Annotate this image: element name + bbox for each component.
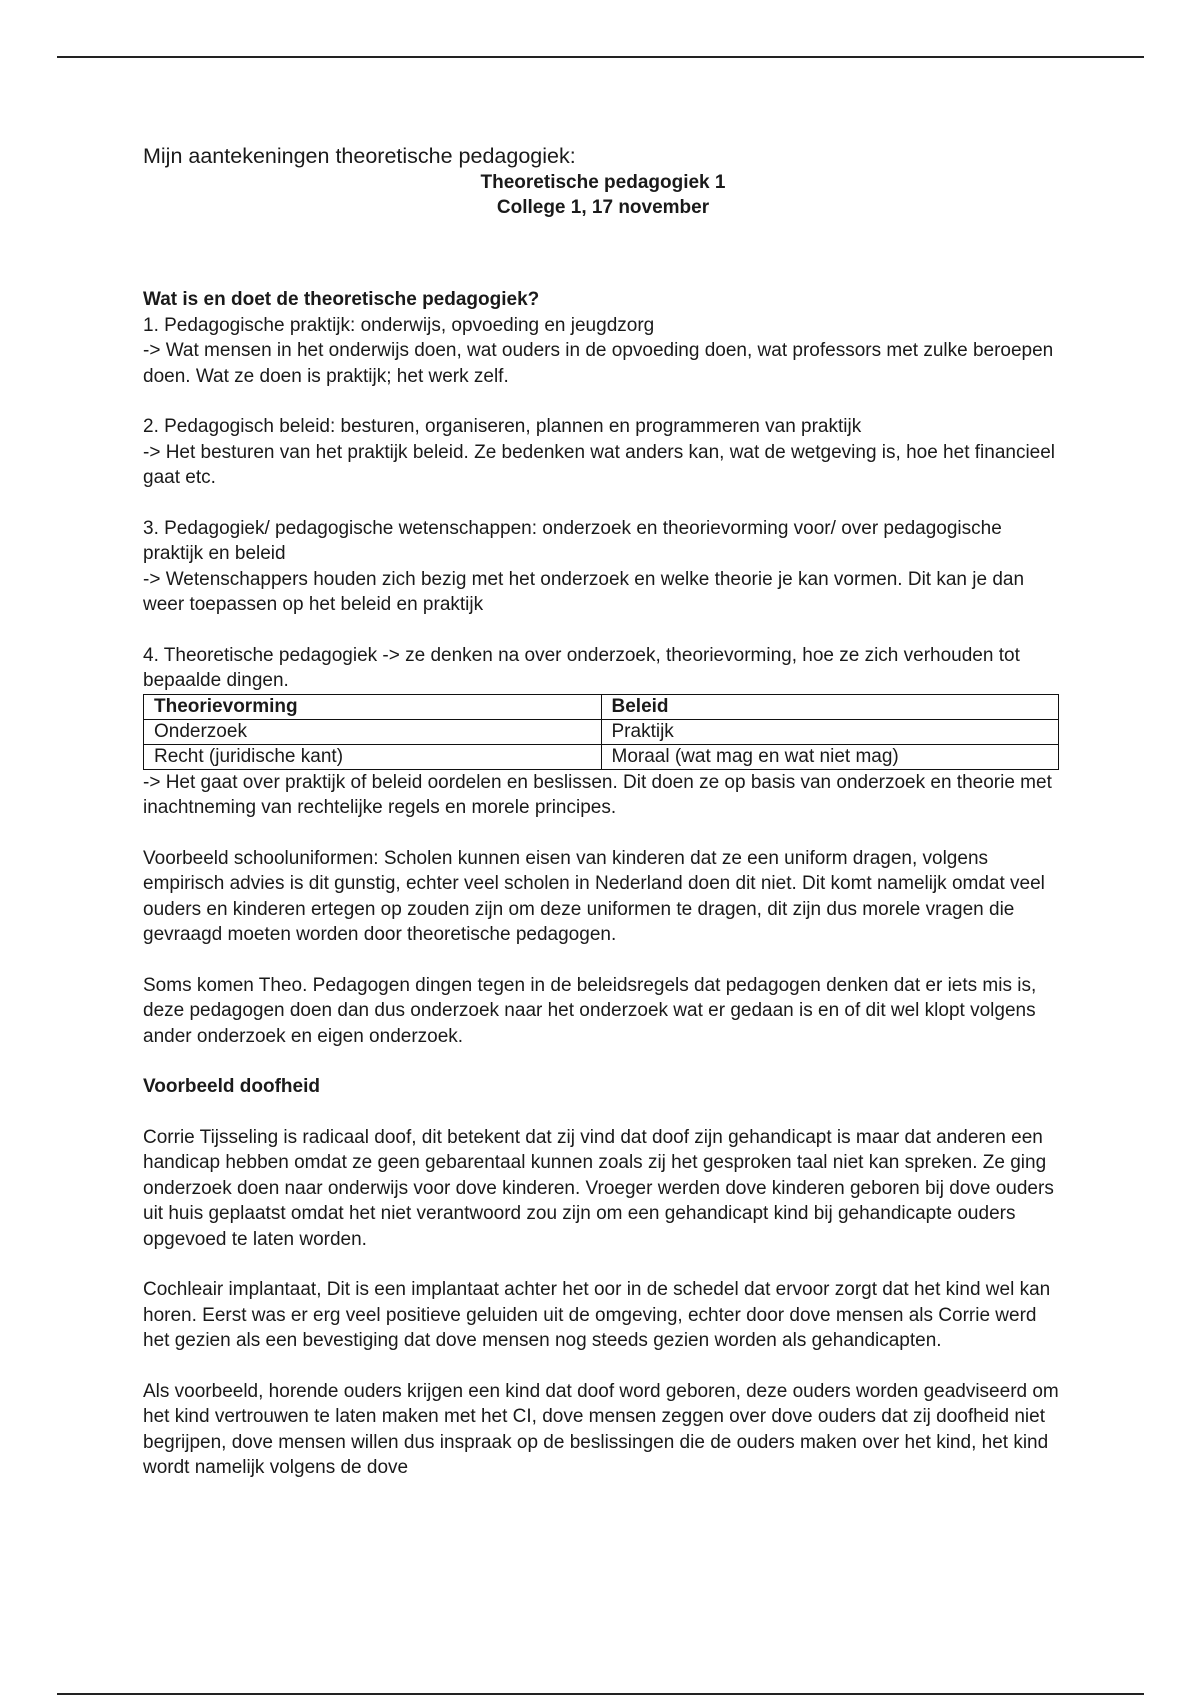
section-heading-deafness: Voorbeeld doofheid: [143, 1076, 320, 1097]
table-cell: Praktijk: [601, 719, 1059, 744]
section-heading: Wat is en doet de theoretische pedagogiek?: [143, 289, 540, 310]
item-1-body: -> Wat mensen in het onderwijs doen, wat ouders in de opvoeding doen, wat professors met zulke beroepen doen. Wat ze doen is praktijk; het werk zelf.: [143, 340, 1054, 387]
table-header-row: [144, 694, 1059, 719]
item-4-title: 4. Theoretische pedagogiek -> ze denken na over onderzoek, theorievorming, hoe ze zich verhouden tot bepaalde dingen.: [143, 644, 1020, 691]
theo-paragraph: Soms komen Theo. Pedagogen dingen tegen in de beleidsregels dat pedagogen denken dat er iets mis is, deze pedagogen doen dan dus onderzoek naar het onderzoek wat er gedaan is en of dit wel klopt volgens ander onderzoek en eigen onderzoek.: [143, 974, 1037, 1047]
item-2-title: 2. Pedagogisch beleid: besturen, organiseren, plannen en programmeren van praktijk: [143, 416, 862, 437]
table-cell: Moraal (wat mag en wat niet mag): [601, 744, 1059, 769]
document-page: [143, 143, 1063, 1481]
deafness-paragraph-2: Cochleair implantaat, Dit is een implantaat achter het oor in de schedel dat ervoor zorgt dat het kind wel kan horen. Eerst was er erg veel positieve geluiden uit de omgeving, echter door dove mensen als Corrie werd het gezien als een bevestiging dat dove mensen nog steeds gezien worden als gehandicapten.: [143, 1279, 1051, 1351]
table-header-cell: Beleid: [601, 694, 1059, 719]
item-1-title: 1. Pedagogische praktijk: onderwijs, opvoeding en jeugdzorg: [143, 314, 655, 336]
bottom-rule: [57, 1693, 1144, 1695]
table-row: [144, 744, 1059, 769]
course-title: Theoretische pedagogiek 1: [480, 172, 726, 193]
item-3-body: -> Wetenschappers houden zich bezig met het onderzoek en welke theorie je kan vormen. Dit kan je dan weer toepassen op het beleid en praktijk: [143, 568, 1025, 615]
item-3-title: 3. Pedagogiek/ pedagogische wetenschappen: onderzoek en theorievorming voor/ over pedagogische praktijk en beleid: [143, 517, 1002, 564]
table-row: [144, 719, 1059, 744]
deafness-paragraph-3: Als voorbeeld, horende ouders krijgen een kind dat doof word geboren, deze ouders worden geadviseerd om het kind vertrouwen te laten maken met het CI, dove mensen zeggen over dove ouders dat zij doofheid niet begrijpen, dove mensen willen dus inspraak op de beslissingen die de ouders maken over het kind, het kind wordt namelijk volgens de dove: [143, 1380, 1059, 1478]
document-title: Mijn aantekeningen theoretische pedagogiek:: [143, 144, 576, 168]
top-rule: [57, 56, 1144, 58]
uniform-example: Voorbeeld schooluniformen: Scholen kunnen eisen van kinderen dat ze een uniform dragen, volgens empirisch advies is dit gunstig, echter veel scholen in Nederland doen dit niet. Dit komt namelijk omdat veel ouders en kinderen ertegen op zouden zijn om deze uniformen te dragen, dit zijn dus morele vragen die gevraagd moeten worden door theoretische pedagogen.: [143, 847, 1045, 945]
item-2-body: -> Het besturen van het praktijk beleid. Ze bedenken wat anders kan, wat de wetgeving is, hoe het financieel gaat etc.: [143, 441, 1056, 488]
lecture-date: College 1, 17 november: [496, 197, 710, 218]
table-header-cell: Theorievorming: [144, 694, 602, 719]
deafness-paragraph-1: Corrie Tijsseling is radicaal doof, dit betekent dat zij vind dat doof zijn gehandicapt is maar dat anderen een handicap hebben omdat ze geen gebarentaal kunnen zoals zij het gesproken taal niet kan spreken. Ze ging onderzoek doen naar onderwijs voor dove kinderen. Vroeger werden dove kinderen geboren bij dove ouders uit huis geplaatst omdat het niet verantwoord zou zijn om een gehandicapt kind bij gehandicapte ouders opgevoed te laten worden.: [143, 1126, 1054, 1250]
table-cell: Recht (juridische kant): [144, 744, 602, 769]
after-table-text: -> Het gaat over praktijk of beleid oordelen en beslissen. Dit doen ze op basis van onderzoek en theorie met inachtneming van rechtelijke regels en morele principes.: [143, 771, 1052, 818]
comparison-table: [143, 694, 1059, 770]
table-cell: Onderzoek: [144, 719, 602, 744]
